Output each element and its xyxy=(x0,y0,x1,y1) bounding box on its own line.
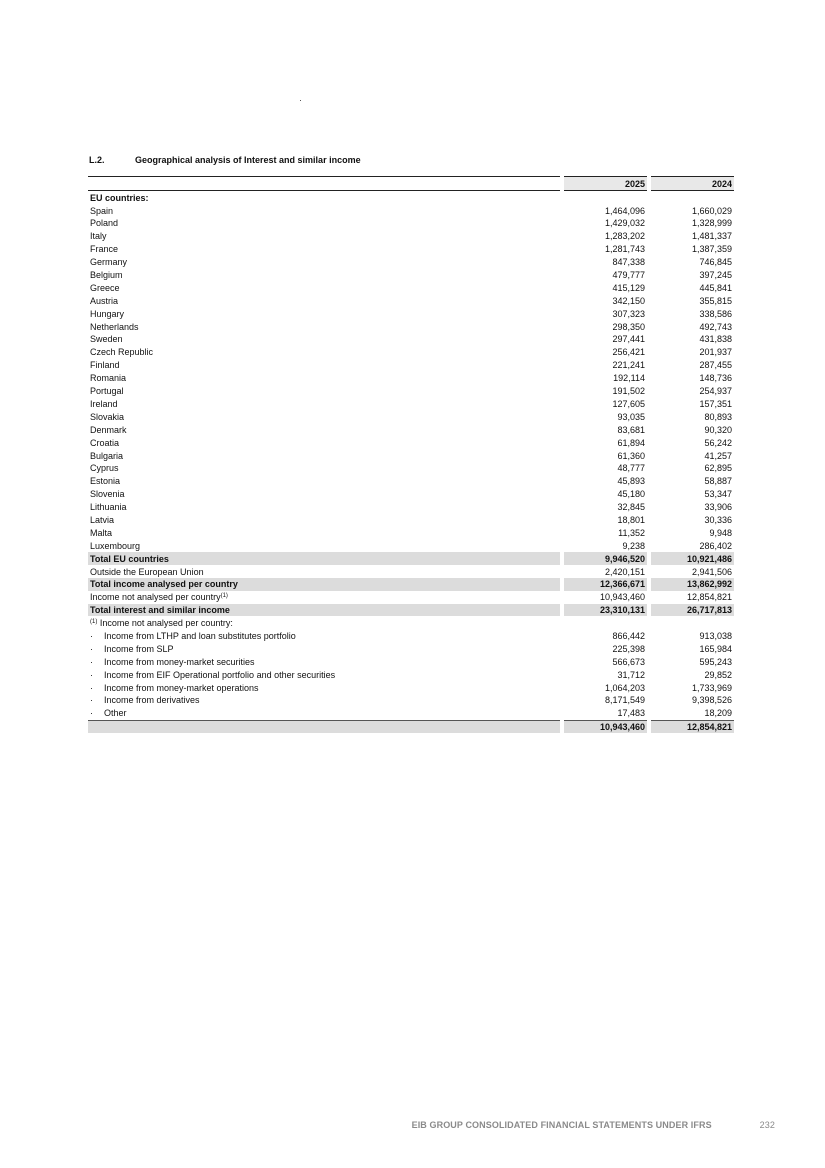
footnote-item-row-label xyxy=(88,707,560,720)
country-row-2024: 287,455 xyxy=(699,360,732,371)
country-row xyxy=(88,294,734,307)
country-row-text: Croatia xyxy=(90,437,120,448)
footnote-item-row-label xyxy=(88,668,560,681)
country-row-2025: 45,893 xyxy=(617,476,645,487)
footnote-item-row xyxy=(88,694,734,707)
header-label-cell xyxy=(88,176,560,191)
country-row-label xyxy=(88,475,560,488)
country-row-text: Spain xyxy=(90,205,114,216)
footnote-item-row xyxy=(88,642,734,655)
footnote-item-row-label xyxy=(88,655,560,668)
section-number: L.2. xyxy=(89,155,105,165)
country-row xyxy=(88,449,734,462)
footnote-item-row-label xyxy=(88,629,560,642)
country-row-2025: 93,035 xyxy=(617,411,645,422)
country-row-label xyxy=(88,513,560,526)
country-row-label xyxy=(88,268,560,281)
country-row-2024: 445,841 xyxy=(699,282,732,293)
country-row-2025: 18,801 xyxy=(617,514,645,525)
country-row-label xyxy=(88,500,560,513)
total-eu-row-label xyxy=(88,552,560,565)
footnote-item-row-2024: 913,038 xyxy=(699,630,732,641)
outside-eu-row-2025: 2,420,151 xyxy=(604,566,645,577)
country-row xyxy=(88,359,734,372)
country-row-text: Estonia xyxy=(90,476,121,487)
country-row-2025: 479,777 xyxy=(612,270,645,281)
country-row xyxy=(88,371,734,384)
country-row xyxy=(88,320,734,333)
country-row-label xyxy=(88,307,560,320)
footnote-marker: (1) xyxy=(90,619,98,626)
country-row-2024: 355,815 xyxy=(699,295,732,306)
country-row xyxy=(88,255,734,268)
footnote-item-row-2024: 18,209 xyxy=(704,708,732,719)
country-row-label xyxy=(88,217,560,230)
country-row-2025: 9,238 xyxy=(622,540,645,551)
country-row-2024: 492,743 xyxy=(699,321,732,332)
footnote-item-row-2025: 17,483 xyxy=(617,708,645,719)
footnote-item-row-2025: 8,171,549 xyxy=(604,695,645,706)
country-row-2025: 61,894 xyxy=(617,437,645,448)
country-row-text: Luxembourg xyxy=(90,540,141,551)
outside-eu-row-text: Outside the European Union xyxy=(90,566,204,577)
country-row-text: Austria xyxy=(90,295,119,306)
outside-eu-row-2024: 2,941,506 xyxy=(691,566,732,577)
country-row-text: Greece xyxy=(90,282,120,293)
bullet-glyph: · xyxy=(90,695,93,706)
not-analysed-row xyxy=(88,591,734,604)
country-row-text: Bulgaria xyxy=(90,450,124,461)
country-row-2025: 48,777 xyxy=(617,463,645,474)
country-row-2024: 1,660,029 xyxy=(691,205,732,216)
country-row-label xyxy=(88,294,560,307)
footnote-item-row-text: Income from LTHP and loan substitutes portfolio xyxy=(104,630,296,641)
country-row xyxy=(88,423,734,436)
country-row-label xyxy=(88,487,560,500)
country-row-2024: 9,948 xyxy=(709,527,732,538)
country-row-text: Sweden xyxy=(90,334,123,345)
footnote-item-row-2024: 29,852 xyxy=(704,669,732,680)
not-analysed-row-2024: 12,854,821 xyxy=(686,592,732,603)
footnote-total-row xyxy=(88,720,734,734)
country-row-2025: 297,441 xyxy=(612,334,645,345)
total-analysed-row-2025: 12,366,671 xyxy=(564,578,647,591)
country-row xyxy=(88,281,734,294)
country-row-label xyxy=(88,255,560,268)
country-row xyxy=(88,307,734,320)
country-row-2024: 41,257 xyxy=(704,450,732,461)
country-row-2025: 45,180 xyxy=(617,489,645,500)
country-row-2024: 58,887 xyxy=(704,476,732,487)
col-2024-header: 2024 xyxy=(651,176,734,191)
country-row-text: Cyprus xyxy=(90,463,119,474)
total-interest-row-label xyxy=(88,604,560,617)
bullet-glyph: · xyxy=(90,656,93,667)
country-row xyxy=(88,513,734,526)
country-row-label xyxy=(88,346,560,359)
footnote-total-row-label xyxy=(88,720,560,734)
country-row-label xyxy=(88,449,560,462)
country-row-text: Poland xyxy=(90,218,119,229)
page-number: 232 xyxy=(759,1120,775,1130)
country-row-label xyxy=(88,230,560,243)
footnote-item-row-label xyxy=(88,681,560,694)
country-row-2025: 342,150 xyxy=(612,295,645,306)
country-row-text: Malta xyxy=(90,527,113,538)
country-row-2024: 397,245 xyxy=(699,270,732,281)
country-row xyxy=(88,487,734,500)
country-row xyxy=(88,204,734,217)
country-row-2025: 1,283,202 xyxy=(604,231,645,242)
country-row-label xyxy=(88,359,560,372)
country-row-2024: 1,328,999 xyxy=(691,218,732,229)
bullet-glyph: · xyxy=(90,708,93,719)
country-row-text: Portugal xyxy=(90,386,124,397)
footnote-item-row-text: Other xyxy=(104,708,127,719)
country-row-label xyxy=(88,320,560,333)
country-row-2025: 11,352 xyxy=(618,527,645,538)
country-row-text: Hungary xyxy=(90,308,125,319)
country-row-label xyxy=(88,371,560,384)
country-row-text: France xyxy=(90,244,119,255)
country-row-text: Italy xyxy=(90,231,107,242)
footnote-item-row-label xyxy=(88,642,560,655)
country-row xyxy=(88,333,734,346)
country-row xyxy=(88,217,734,230)
country-row-2024: 80,893 xyxy=(704,411,732,422)
footnote-item-row-text: Income from money-market operations xyxy=(104,682,259,693)
country-row-2024: 90,320 xyxy=(704,424,732,435)
country-row xyxy=(88,243,734,256)
country-row-2025: 192,114 xyxy=(613,373,645,384)
country-row-label xyxy=(88,436,560,449)
country-row xyxy=(88,500,734,513)
bullet-glyph: · xyxy=(90,630,93,641)
country-row-2024: 1,387,359 xyxy=(691,244,732,255)
country-row-2025: 1,464,096 xyxy=(604,205,645,216)
country-row-text: Czech Republic xyxy=(90,347,154,358)
country-row-label xyxy=(88,204,560,217)
country-row-2024: 254,937 xyxy=(699,386,732,397)
country-row-label xyxy=(88,243,560,256)
country-row xyxy=(88,230,734,243)
total-analysed-row-text: Total income analysed per country xyxy=(90,579,238,590)
country-row xyxy=(88,539,734,552)
country-row-2025: 127,605 xyxy=(612,398,645,409)
country-row xyxy=(88,526,734,539)
footnote-item-row-2024: 9,398,526 xyxy=(691,695,732,706)
not-analysed-row-text: Income not analysed per country xyxy=(90,592,221,603)
footnote-item-row-text: Income from money-market securities xyxy=(104,656,255,667)
country-row-2025: 847,338 xyxy=(612,257,645,268)
footnote-ref: (1) xyxy=(220,593,228,600)
footnote-item-row-2025: 225,398 xyxy=(612,643,645,654)
country-row-label xyxy=(88,526,560,539)
country-row-2025: 32,845 xyxy=(617,502,645,513)
footnote-item-row xyxy=(88,707,734,720)
bullet-glyph: · xyxy=(90,682,93,693)
country-row-2024: 431,838 xyxy=(699,334,732,345)
footnote-item-row-text: Income from derivatives xyxy=(104,695,200,706)
footnote-item-row-2024: 165,984 xyxy=(699,643,732,654)
country-row-label xyxy=(88,462,560,475)
footnote-item-row xyxy=(88,629,734,642)
country-row-text: Finland xyxy=(90,360,120,371)
country-row-text: Germany xyxy=(90,257,128,268)
footnote-item-row xyxy=(88,668,734,681)
total-analysed-row xyxy=(88,578,734,591)
country-row-text: Ireland xyxy=(90,398,118,409)
footnote-item-row-2024: 595,243 xyxy=(699,656,732,667)
total-eu-row-2024: 10,921,486 xyxy=(651,552,734,565)
footnote-item-row-2025: 1,064,203 xyxy=(604,682,645,693)
country-row-text: Slovakia xyxy=(90,411,125,422)
footer-title: EIB GROUP CONSOLIDATED FINANCIAL STATEMENTS UNDER IFRS xyxy=(411,1120,712,1130)
section-title: Geographical analysis of Interest and similar income xyxy=(135,155,361,165)
not-analysed-row-2025: 10,943,460 xyxy=(599,592,645,603)
country-row-2025: 256,421 xyxy=(612,347,645,358)
country-row-2024: 338,586 xyxy=(699,308,732,319)
total-eu-row xyxy=(88,552,734,565)
country-row-2025: 83,681 xyxy=(617,424,645,435)
country-row xyxy=(88,475,734,488)
country-row-text: Lithuania xyxy=(90,502,127,513)
country-row-2024: 53,347 xyxy=(704,489,732,500)
table-header-row xyxy=(88,176,734,191)
footnote-item-row-2025: 866,442 xyxy=(612,630,645,641)
country-row-2024: 30,336 xyxy=(704,514,732,525)
footnote-item-row-2025: 566,673 xyxy=(612,656,645,667)
country-row-2024: 201,937 xyxy=(699,347,732,358)
country-row-text: Netherlands xyxy=(90,321,139,332)
footnote-item-row-2025: 31,712 xyxy=(617,669,645,680)
total-eu-row-text: Total EU countries xyxy=(90,553,169,564)
not-analysed-row-label xyxy=(88,591,560,604)
country-row-label xyxy=(88,539,560,552)
country-row-text: Latvia xyxy=(90,514,115,525)
footnote-heading-row xyxy=(88,616,734,629)
footnote-heading-row-2024 xyxy=(651,616,734,629)
country-row xyxy=(88,346,734,359)
country-row-text: Romania xyxy=(90,373,127,384)
country-row-text: Denmark xyxy=(90,424,127,435)
footnote-item-row-text: Income from EIF Operational portfolio and other securities xyxy=(104,669,336,680)
outside-eu-row-label xyxy=(88,565,560,578)
footnote-total-row-2025: 10,943,460 xyxy=(564,720,647,734)
country-row-2024: 157,351 xyxy=(699,398,732,409)
country-row-2024: 286,402 xyxy=(699,540,732,551)
country-row-2024: 746,845 xyxy=(699,257,732,268)
total-analysed-row-2024: 13,862,992 xyxy=(651,578,734,591)
country-row-2025: 221,241 xyxy=(612,360,645,371)
country-row-2025: 415,129 xyxy=(612,282,645,293)
country-row-2025: 298,350 xyxy=(612,321,645,332)
footnote-heading-row-text: Income not analysed per country: xyxy=(99,618,233,629)
total-eu-row-2025: 9,946,520 xyxy=(564,552,647,565)
country-row-label xyxy=(88,333,560,346)
country-row-text: Belgium xyxy=(90,270,123,281)
footnote-heading-row-label xyxy=(88,616,560,629)
country-row xyxy=(88,436,734,449)
country-row xyxy=(88,268,734,281)
footnote-item-row-label xyxy=(88,694,560,707)
page-footer xyxy=(412,1120,775,1130)
country-row xyxy=(88,384,734,397)
country-row xyxy=(88,462,734,475)
income-table xyxy=(88,176,734,733)
country-row-2024: 1,481,337 xyxy=(691,231,732,242)
col-2025-header: 2025 xyxy=(564,176,647,191)
country-row-label xyxy=(88,423,560,436)
country-row xyxy=(88,397,734,410)
footnote-item-row xyxy=(88,681,734,694)
country-row-text: Slovenia xyxy=(90,489,125,500)
total-interest-row-2024: 26,717,813 xyxy=(651,604,734,617)
country-row-2025: 1,429,032 xyxy=(604,218,645,229)
country-row-2025: 61,360 xyxy=(617,450,645,461)
total-interest-row-2025: 23,310,131 xyxy=(564,604,647,617)
country-row-label xyxy=(88,410,560,423)
country-row xyxy=(88,410,734,423)
footnote-item-row-text: Income from SLP xyxy=(104,643,174,654)
country-row-2025: 307,323 xyxy=(612,308,645,319)
footnote-heading-row-2025 xyxy=(564,616,647,629)
country-row-2024: 148,736 xyxy=(699,373,732,384)
total-interest-row-text: Total interest and similar income xyxy=(90,605,230,616)
country-row-2025: 191,502 xyxy=(612,386,645,397)
outside-eu-row xyxy=(88,565,734,578)
section-heading xyxy=(89,155,361,165)
footnote-item-row xyxy=(88,655,734,668)
bullet-glyph: · xyxy=(90,669,93,680)
country-row-2024: 56,242 xyxy=(704,437,732,448)
total-interest-row xyxy=(88,604,734,617)
footnote-item-row-2024: 1,733,969 xyxy=(691,682,732,693)
country-row-2025: 1,281,743 xyxy=(604,244,645,255)
eu-subheading-row xyxy=(88,191,734,204)
country-row-2024: 33,906 xyxy=(704,502,732,513)
country-row-label xyxy=(88,384,560,397)
country-row-2024: 62,895 xyxy=(704,463,732,474)
bullet-glyph: · xyxy=(90,643,93,654)
country-row-label xyxy=(88,281,560,294)
eu-subheading: EU countries: xyxy=(90,192,149,203)
footnote-total-row-2024: 12,854,821 xyxy=(651,720,734,734)
total-analysed-row-label xyxy=(88,578,560,591)
country-row-label xyxy=(88,397,560,410)
stray-dot xyxy=(300,100,301,101)
